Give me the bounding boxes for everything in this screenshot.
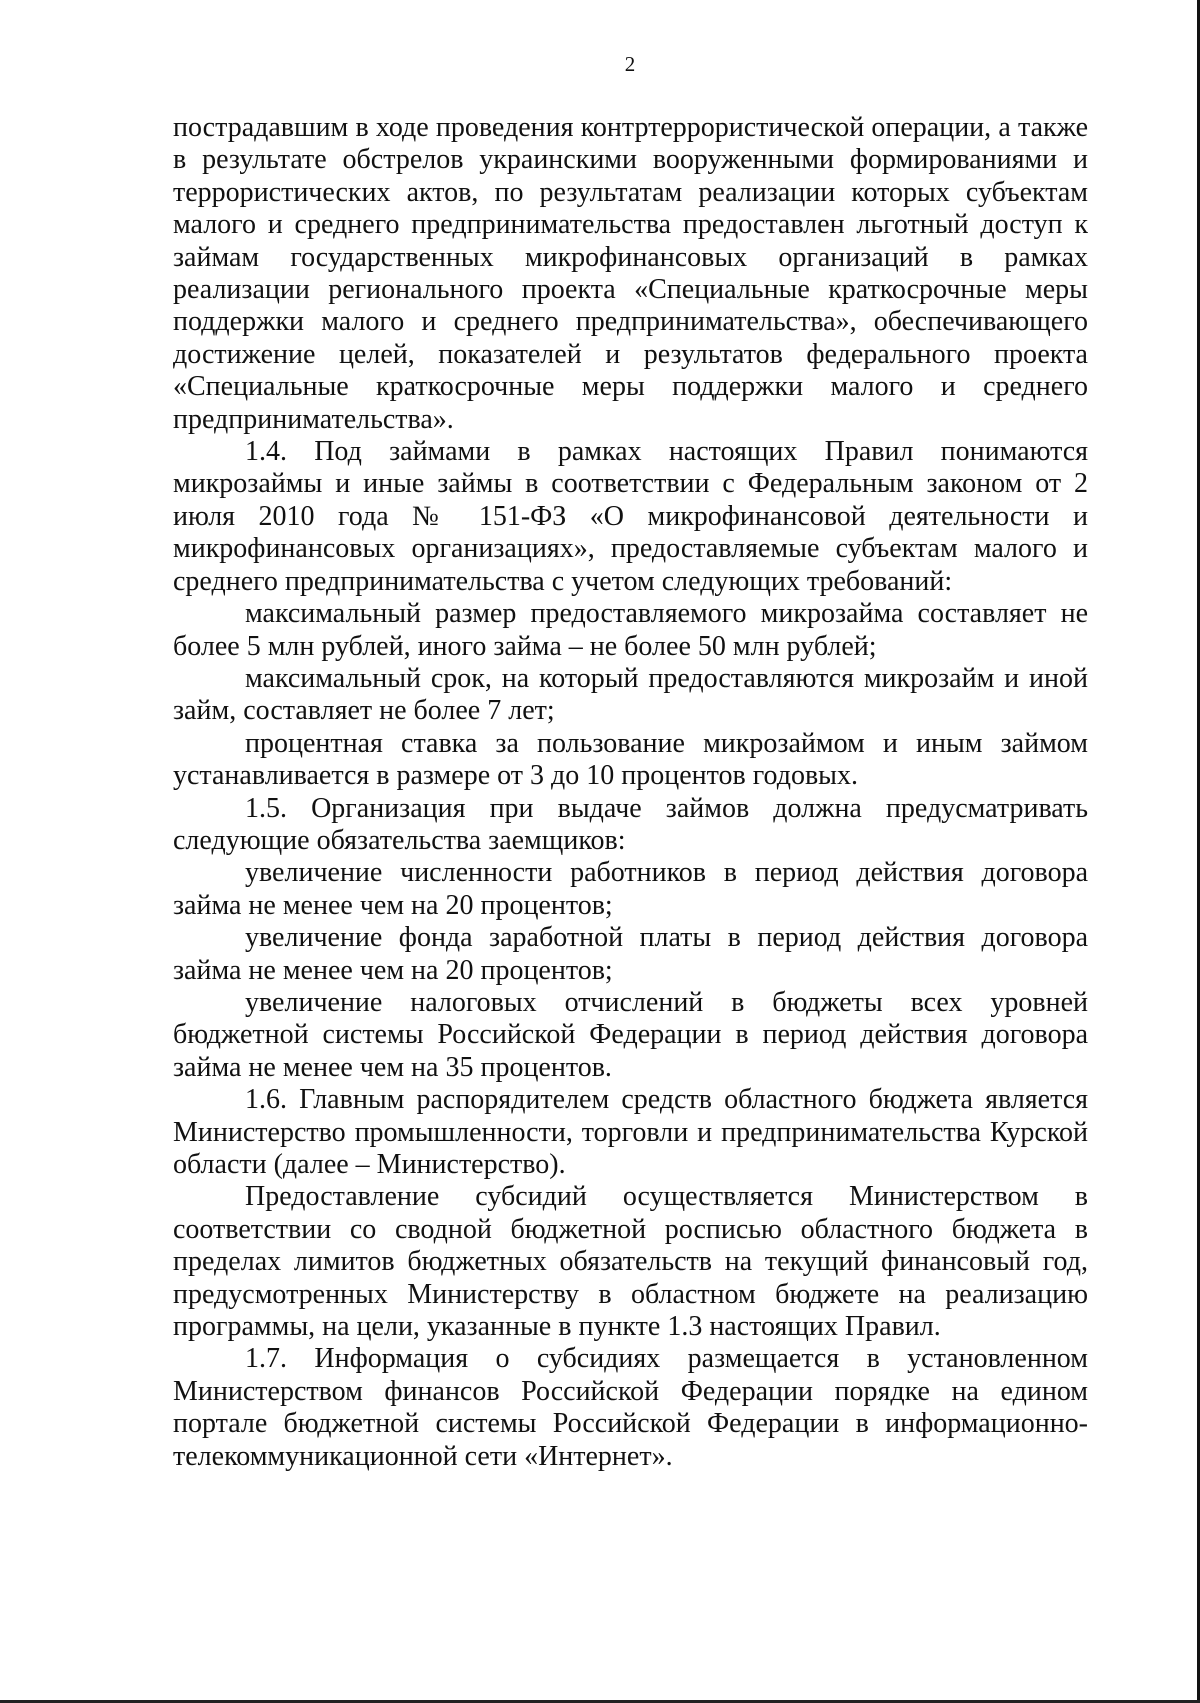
- paragraph-max-term: максимальный срок, на который предоставляются микрозайм и иной займ, составляет не более 7 лет;: [173, 662, 1088, 727]
- paragraph-max-microloan: максимальный размер предоставляемого микрозайма составляет не более 5 млн рублей, иного займа – не более 50 млн рублей;: [173, 598, 1088, 662]
- paragraph-interest-rate: процентная ставка за пользование микрозаймом и иным займом устанавливается в размере от 3 до 10 процентов годовых.: [173, 727, 1088, 792]
- paragraph-1-6: 1.6. Главным распорядителем средств областного бюджета является Министерство промышленности, торговли и предпринимательства Курской области (далее – Министерство).: [173, 1084, 1088, 1180]
- paragraph-1-7: 1.7. Информация о субсидиях размещается в установленном Министерством финансов Российской Федерации порядке на едином портале бюджетной системы Российской Федерации в информационно-телекоммуникационной сети «Интернет».: [173, 1343, 1088, 1472]
- paragraph-continuation: пострадавшим в ходе проведения контртеррористической операции, а также в результате обстрелов украинскими вооруженными формированиями и террористических актов, по результатам реализации которых субъектам малого и среднего предпринимательства предоставлен льготный доступ к займам государственных микрофинансовых организаций в рамках реализации регионального проекта «Специальные краткосрочные меры поддержки малого и среднего предпринимательства», обеспечивающего достижение целей, показателей и результатов федерального проекта «Специальные краткосрочные меры поддержки малого и среднего предпринимательства».: [173, 112, 1088, 435]
- paragraph-tax: увеличение налоговых отчислений в бюджеты всех уровней бюджетной системы Российской Федерации в период действия договора займа не менее чем на 35 процентов.: [173, 986, 1088, 1083]
- paragraph-employees: увеличение численности работников в период действия договора займа не менее чем на 20 процентов;: [173, 857, 1088, 921]
- paragraph-subsidies: Предоставление субсидий осуществляется Министерством в соответствии со сводной бюджетной росписью областного бюджета в пределах лимитов бюджетных обязательств на текущий финансовый год, предусмотренных Министерству в областном бюджете на реализацию программы, на цели, указанные в пункте 1.3 настоящих Правил.: [173, 1181, 1088, 1343]
- document-body: [173, 112, 1088, 1473]
- page-number: 2: [624, 52, 636, 76]
- paragraph-1-5: 1.5. Организация при выдаче займов должна предусматривать следующие обязательства заемщиков:: [173, 792, 1088, 856]
- paragraph-1-4: 1.4. Под займами в рамках настоящих Правил понимаются микрозаймы и иные займы в соответствии с Федеральным законом от 2 июля 2010 года № 151-ФЗ «О микрофинансовой деятельности и микрофинансовых организациях», предоставляемые субъектам малого и среднего предпринимательства с учетом следующих требований:: [173, 436, 1088, 597]
- paragraph-payroll: увеличение фонда заработной платы в период действия договора займа не менее чем на 20 процентов;: [173, 922, 1088, 986]
